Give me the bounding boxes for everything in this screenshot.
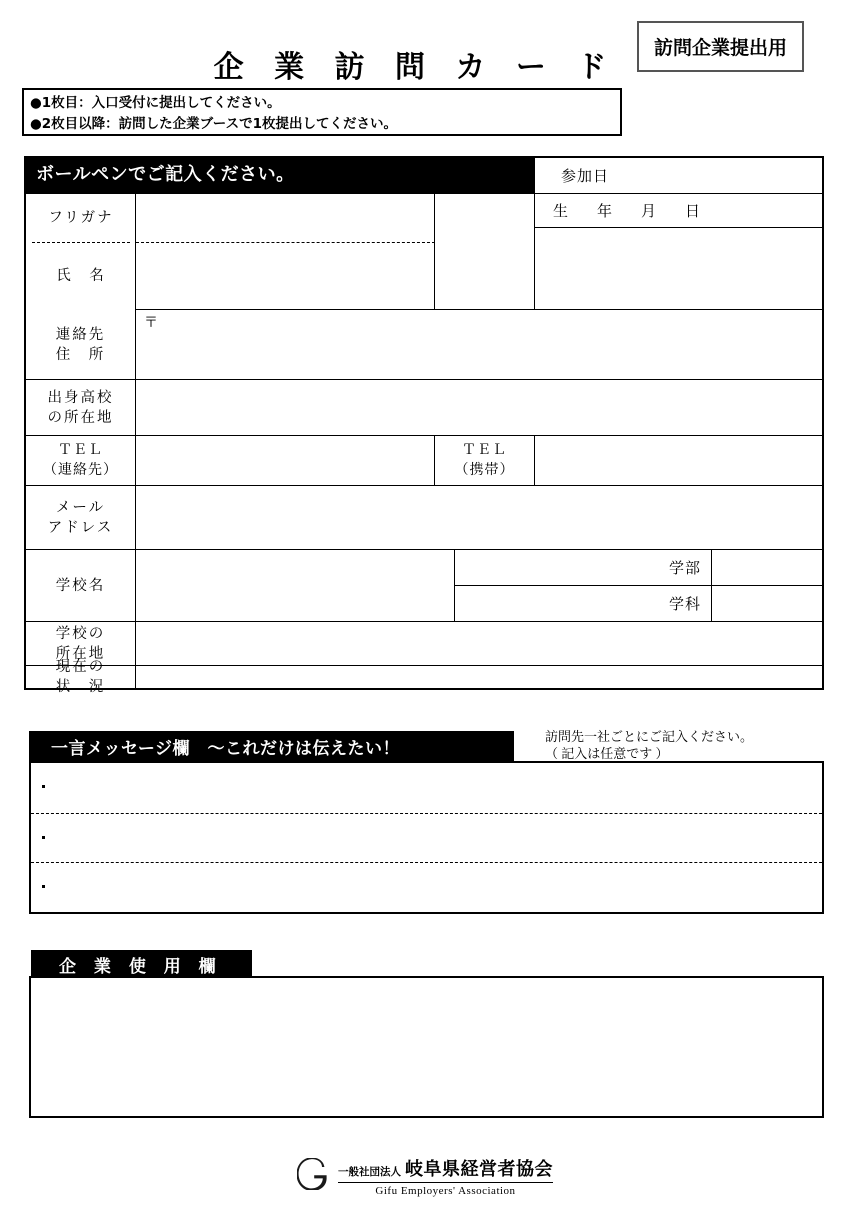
seal-cell[interactable]	[435, 194, 535, 310]
message-row[interactable]	[31, 763, 822, 813]
pen-notice-text: ボールペンでご記入ください。	[36, 164, 295, 185]
furigana-label-cell: フリガナ	[48, 210, 114, 226]
gifu-employers-association-logo-icon	[297, 1158, 331, 1195]
contact-address-input-cell[interactable]	[136, 310, 822, 380]
birth-date-label: 生 年 月 日	[553, 204, 708, 220]
submission-target-label: 訪問企業提出用	[653, 37, 787, 59]
message-note-line-2: （ 記入は任意です ）	[545, 746, 669, 761]
name-input-cell[interactable]	[136, 194, 435, 310]
department-label-cell: 学科	[455, 586, 712, 622]
department-input-cell[interactable]	[712, 586, 822, 622]
corporate-input-box[interactable]	[29, 976, 824, 1118]
corporate-section-header	[31, 950, 252, 978]
furigana-name-field-divider	[136, 242, 435, 243]
highschool-address-input-cell[interactable]	[136, 380, 822, 436]
school-name-label-cell: 学校名	[26, 550, 136, 622]
footer-org-name-en: Gifu Employers' Association	[375, 1185, 516, 1197]
attendance-date-label: 参加日	[561, 169, 610, 185]
tel-contact-label-cell: ＴＥＬ （連絡先）	[26, 436, 136, 486]
message-row[interactable]	[31, 813, 822, 863]
school-address-label-cell: 学校の 所在地	[26, 622, 136, 666]
message-input-box[interactable]	[29, 761, 824, 914]
bullet-icon	[42, 785, 45, 788]
footer-org-prefix: 一般社団法人	[338, 1166, 401, 1178]
school-address-input-cell[interactable]	[136, 622, 822, 666]
faculty-input-cell[interactable]	[712, 550, 822, 586]
message-section-header	[29, 731, 514, 761]
message-section-note	[545, 728, 825, 762]
current-status-label-cell: 現在の 状 況	[26, 666, 136, 688]
name-label-cell: 氏 名	[56, 268, 106, 284]
highschool-address-label-cell: 出身高校 の所在地	[26, 380, 136, 436]
bullet-icon	[42, 836, 45, 839]
birth-date-header	[535, 194, 822, 228]
corporate-section-title: 企 業 使 用 欄	[59, 956, 222, 977]
tel-mobile-label-cell: ＴＥＬ （携帯）	[435, 436, 535, 486]
footer-org-text	[338, 1155, 553, 1197]
tel-contact-input-cell[interactable]	[136, 436, 435, 486]
message-section-title: 一言メッセージ欄 〜これだけは伝えたい！	[51, 738, 400, 759]
instruction-line-2: ●2枚目以降：訪問した企業ブースで1枚提出してください。	[30, 116, 397, 132]
school-name-input-cell[interactable]	[136, 550, 455, 622]
current-status-input-cell[interactable]	[136, 666, 822, 688]
birth-date-input-cell[interactable]	[535, 228, 822, 310]
instruction-box	[22, 88, 622, 136]
tel-mobile-input-cell[interactable]	[535, 436, 822, 486]
message-row[interactable]	[31, 862, 822, 912]
page-title: 企 業 訪 問 カ ー ド	[213, 50, 617, 85]
pen-notice-bar	[26, 158, 535, 194]
email-input-cell[interactable]	[136, 486, 822, 550]
contact-address-label-cell: 連絡先 住 所	[26, 310, 136, 380]
postal-code-icon: 〒	[144, 315, 158, 331]
applicant-form-table	[24, 156, 824, 695]
email-label-cell: メール アドレス	[26, 486, 136, 550]
instruction-line-1: ●1枚目：入口受付に提出してください。	[30, 95, 281, 111]
footer	[0, 1155, 850, 1197]
name-label-group	[26, 194, 136, 310]
message-note-line-1: 訪問先一社ごとにご記入ください。	[545, 729, 754, 744]
bullet-icon	[42, 885, 45, 888]
footer-org-name: 岐阜県経営者協会	[405, 1159, 553, 1180]
faculty-label-cell: 学部	[455, 550, 712, 586]
attendance-date-header	[535, 158, 822, 194]
